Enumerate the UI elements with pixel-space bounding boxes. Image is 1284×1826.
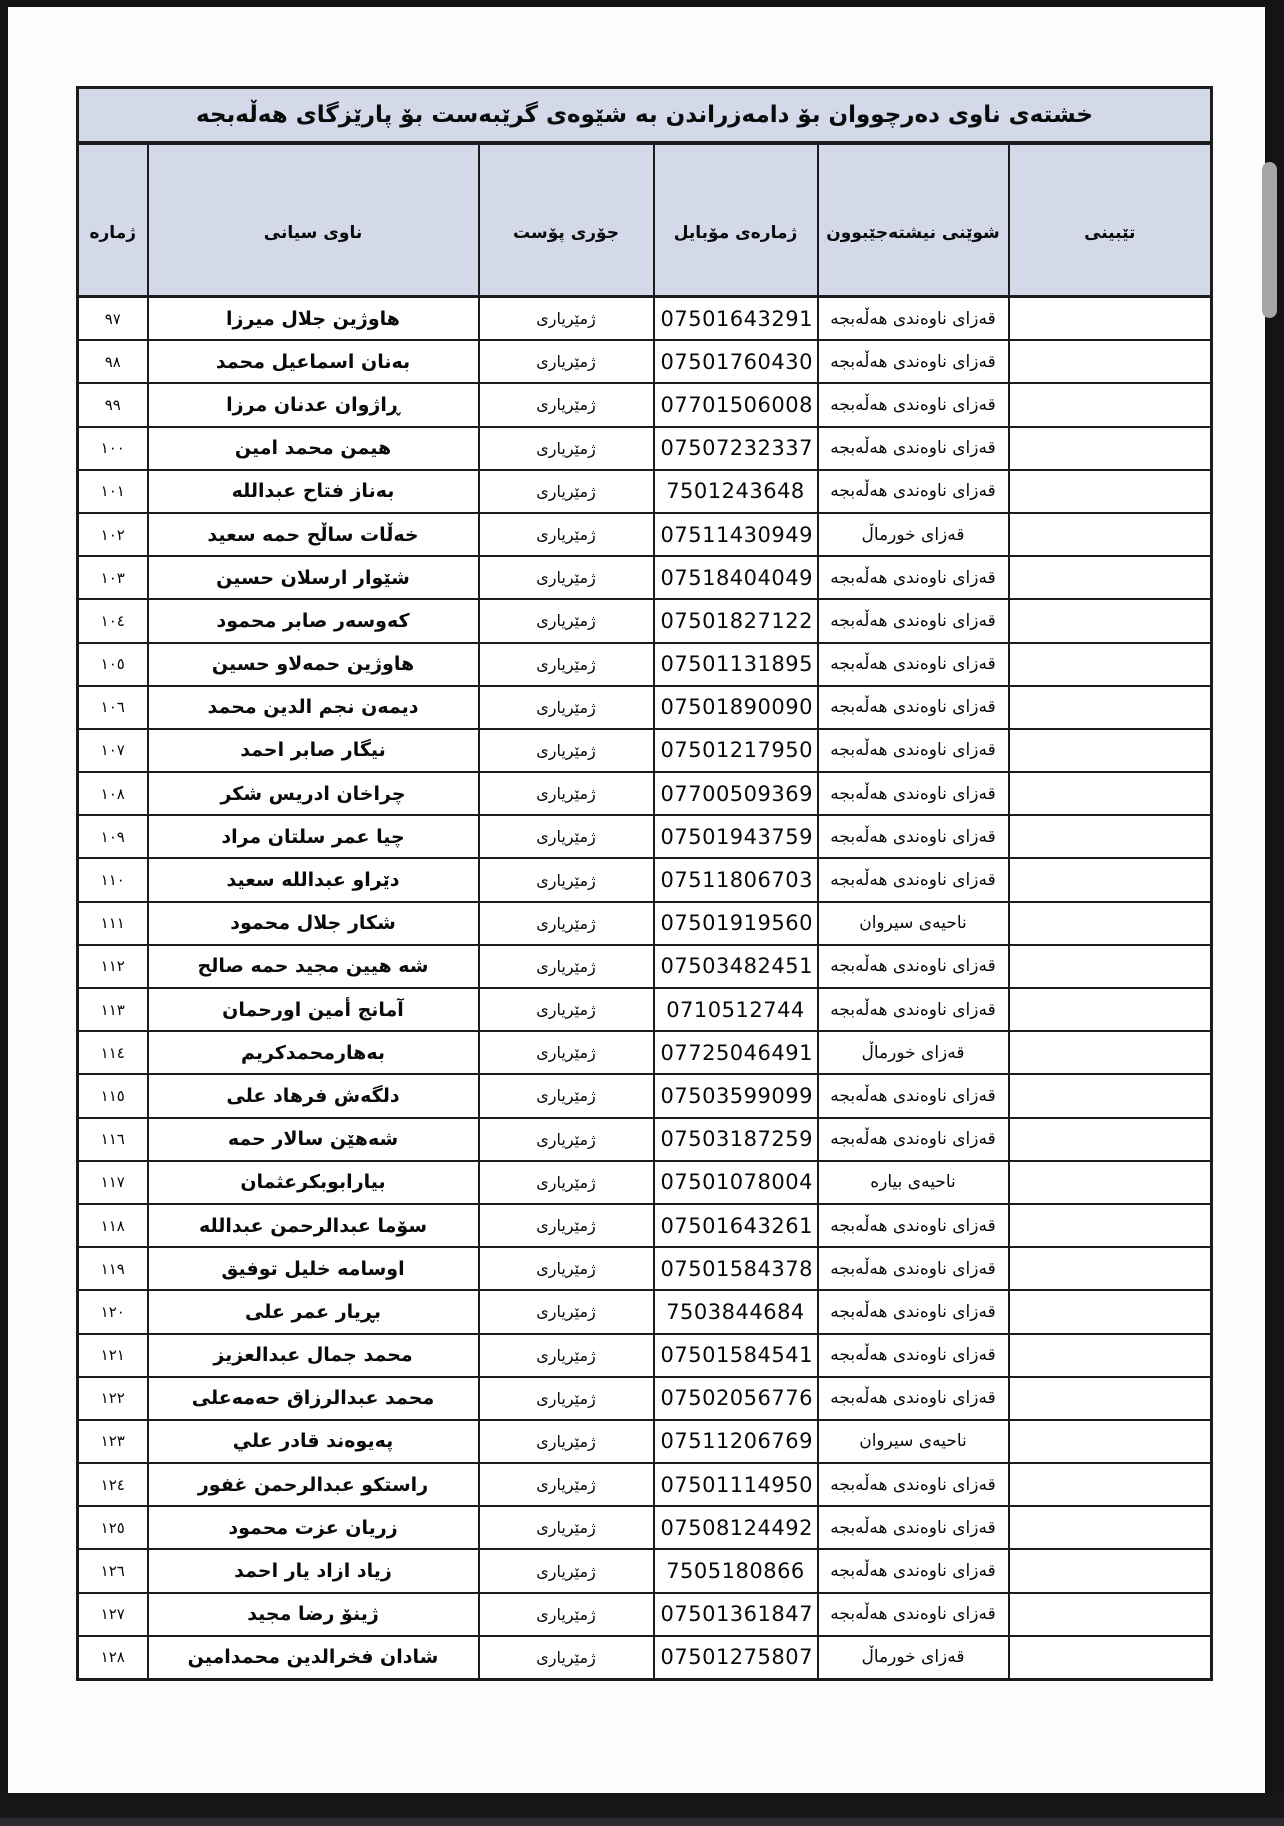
row-number-cell: ١١٠ <box>78 858 148 901</box>
table-row <box>78 599 1212 642</box>
note-cell <box>1009 772 1212 815</box>
note-cell <box>1009 1118 1212 1161</box>
post-type-cell: ژمێریاری <box>479 599 654 642</box>
note-cell <box>1009 340 1212 383</box>
phone-cell: 07503187259 <box>654 1118 818 1161</box>
phone-cell: 07502056776 <box>654 1377 818 1420</box>
name-cell: بڕیار عمر علی <box>148 1290 479 1333</box>
table-header-row <box>78 143 1212 297</box>
note-cell <box>1009 1593 1212 1636</box>
note-cell <box>1009 1204 1212 1247</box>
residence-cell: ناحیەی بیاره <box>818 1161 1009 1204</box>
phone-cell: 07501643291 <box>654 297 818 341</box>
post-type-cell: ژمێریاری <box>479 902 654 945</box>
phone-cell: 07518404049 <box>654 556 818 599</box>
table-row <box>78 556 1212 599</box>
post-type-cell: ژمێریاری <box>479 1290 654 1333</box>
post-type-cell: ژمێریاری <box>479 1334 654 1377</box>
phone-cell: 07501275807 <box>654 1636 818 1680</box>
note-cell <box>1009 1334 1212 1377</box>
column-header-post: جۆری پۆست <box>479 143 654 297</box>
name-cell: ژینۆ رضا مجید <box>148 1593 479 1636</box>
note-cell <box>1009 1463 1212 1506</box>
residence-cell: قەزای ناوەندی هەڵەبجە <box>818 1463 1009 1506</box>
residence-cell: قەزای ناوەندی هەڵەبجە <box>818 1334 1009 1377</box>
post-type-cell: ژمێریاری <box>479 1161 654 1204</box>
phone-cell: 07511806703 <box>654 858 818 901</box>
residence-cell: قەزای ناوەندی هەڵەبجە <box>818 643 1009 686</box>
row-number-cell: ١٠٤ <box>78 599 148 642</box>
phone-cell: 07501584541 <box>654 1334 818 1377</box>
table-row <box>78 1118 1212 1161</box>
post-type-cell: ژمێریاری <box>479 729 654 772</box>
phone-cell: 07501919560 <box>654 902 818 945</box>
phone-cell: 07501943759 <box>654 815 818 858</box>
phone-cell: 07701506008 <box>654 383 818 426</box>
name-cell: محمد جمال عبدالعزیز <box>148 1334 479 1377</box>
post-type-cell: ژمێریاری <box>479 513 654 556</box>
name-cell: شەهێن سالار حمه <box>148 1118 479 1161</box>
table-row <box>78 1290 1212 1333</box>
note-cell <box>1009 1031 1212 1074</box>
column-header-phone: ژمارەی مۆبایل <box>654 143 818 297</box>
residence-cell: قەزای ناوەندی هەڵەبجە <box>818 383 1009 426</box>
residence-cell: قەزای ناوەندی هەڵەبجە <box>818 815 1009 858</box>
post-type-cell: ژمێریاری <box>479 815 654 858</box>
post-type-cell: ژمێریاری <box>479 340 654 383</box>
table-title-row <box>78 88 1212 144</box>
phone-cell: 07501131895 <box>654 643 818 686</box>
table-row <box>78 643 1212 686</box>
row-number-cell: ١١٩ <box>78 1247 148 1290</box>
phone-cell: 07501078004 <box>654 1161 818 1204</box>
table-row <box>78 772 1212 815</box>
phone-cell: 07501361847 <box>654 1593 818 1636</box>
table-row <box>78 470 1212 513</box>
table-row <box>78 1420 1212 1463</box>
name-cell: هاوژین حمەلاو حسین <box>148 643 479 686</box>
post-type-cell: ژمێریاری <box>479 643 654 686</box>
row-number-cell: ٩٨ <box>78 340 148 383</box>
row-number-cell: ١١٣ <box>78 988 148 1031</box>
post-type-cell: ژمێریاری <box>479 858 654 901</box>
table-row <box>78 1334 1212 1377</box>
name-cell: دلگەش فرهاد علی <box>148 1074 479 1117</box>
residence-cell: قەزای ناوەندی هەڵەبجە <box>818 427 1009 470</box>
residence-cell: قەزای خورماڵ <box>818 1031 1009 1074</box>
residence-cell: قەزای ناوەندی هەڵەبجە <box>818 1118 1009 1161</box>
row-number-cell: ١١٢ <box>78 945 148 988</box>
row-number-cell: ١٢٦ <box>78 1549 148 1592</box>
note-cell <box>1009 1290 1212 1333</box>
name-cell: اوسامه خلیل توفیق <box>148 1247 479 1290</box>
row-number-cell: ١١٦ <box>78 1118 148 1161</box>
table-row <box>78 383 1212 426</box>
name-cell: زیاد ازاد یار احمد <box>148 1549 479 1592</box>
phone-cell: 07700509369 <box>654 772 818 815</box>
table-row <box>78 988 1212 1031</box>
name-cell: شادان فخرالدین محمدامین <box>148 1636 479 1680</box>
table-row <box>78 729 1212 772</box>
phone-cell: 07508124492 <box>654 1506 818 1549</box>
table-row <box>78 815 1212 858</box>
post-type-cell: ژمێریاری <box>479 556 654 599</box>
table-row <box>78 1636 1212 1680</box>
table-row <box>78 945 1212 988</box>
residence-cell: قەزای ناوەندی هەڵەبجە <box>818 858 1009 901</box>
table-row <box>78 1377 1212 1420</box>
table-row <box>78 1247 1212 1290</box>
phone-cell: 7505180866 <box>654 1549 818 1592</box>
note-cell <box>1009 427 1212 470</box>
phone-cell: 0710512744 <box>654 988 818 1031</box>
row-number-cell: ١٢٥ <box>78 1506 148 1549</box>
residence-cell: قەزای ناوەندی هەڵەبجە <box>818 297 1009 341</box>
table-body <box>78 297 1212 1680</box>
note-cell <box>1009 470 1212 513</box>
phone-cell: 07507232337 <box>654 427 818 470</box>
name-cell: هاوژین جلال میرزا <box>148 297 479 341</box>
residence-cell: قەزای ناوەندی هەڵەبجە <box>818 1593 1009 1636</box>
note-cell <box>1009 1161 1212 1204</box>
row-number-cell: ١٠٠ <box>78 427 148 470</box>
row-number-cell: ١٢٢ <box>78 1377 148 1420</box>
residence-cell: قەزای ناوەندی هەڵەبجە <box>818 1074 1009 1117</box>
residence-cell: قەزای ناوەندی هەڵەبجە <box>818 556 1009 599</box>
note-cell <box>1009 815 1212 858</box>
note-cell <box>1009 1247 1212 1290</box>
name-cell: پەیوەند قادر علي <box>148 1420 479 1463</box>
name-cell: شکار جلال محمود <box>148 902 479 945</box>
row-number-cell: ٩٧ <box>78 297 148 341</box>
phone-cell: 07503482451 <box>654 945 818 988</box>
note-cell <box>1009 686 1212 729</box>
residence-cell: قەزای ناوەندی هەڵەبجە <box>818 1290 1009 1333</box>
post-type-cell: ژمێریاری <box>479 1463 654 1506</box>
phone-cell: 7503844684 <box>654 1290 818 1333</box>
post-type-cell: ژمێریاری <box>479 1420 654 1463</box>
post-type-cell: ژمێریاری <box>479 1204 654 1247</box>
note-cell <box>1009 383 1212 426</box>
name-cell: بیارابوبکرعثمان <box>148 1161 479 1204</box>
name-cell: دێراو عبدالله سعید <box>148 858 479 901</box>
note-cell <box>1009 599 1212 642</box>
note-cell <box>1009 643 1212 686</box>
name-cell: راستکو عبدالرحمن غفور <box>148 1463 479 1506</box>
row-number-cell: ١٢٨ <box>78 1636 148 1680</box>
post-type-cell: ژمێریاری <box>479 988 654 1031</box>
post-type-cell: ژمێریاری <box>479 1247 654 1290</box>
table-row <box>78 340 1212 383</box>
phone-cell: 07501584378 <box>654 1247 818 1290</box>
post-type-cell: ژمێریاری <box>479 1549 654 1592</box>
table-row <box>78 297 1212 341</box>
residence-cell: ناحیەی سیروان <box>818 902 1009 945</box>
note-cell <box>1009 1420 1212 1463</box>
row-number-cell: ١٢٧ <box>78 1593 148 1636</box>
table-row <box>78 1074 1212 1117</box>
row-number-cell: ١٠١ <box>78 470 148 513</box>
table-row <box>78 1593 1212 1636</box>
column-header-note: تێبینی <box>1009 143 1212 297</box>
note-cell <box>1009 902 1212 945</box>
residence-cell: قەزای ناوەندی هەڵەبجە <box>818 470 1009 513</box>
phone-cell: 07501217950 <box>654 729 818 772</box>
phone-cell: 7501243648 <box>654 470 818 513</box>
post-type-cell: ژمێریاری <box>479 297 654 341</box>
row-number-cell: ١١٤ <box>78 1031 148 1074</box>
name-cell: نیگار صابر احمد <box>148 729 479 772</box>
row-number-cell: ١١١ <box>78 902 148 945</box>
table-row <box>78 1506 1212 1549</box>
row-number-cell: ١٢٣ <box>78 1420 148 1463</box>
row-number-cell: ١٠٨ <box>78 772 148 815</box>
residence-cell: قەزای ناوەندی هەڵەبجە <box>818 729 1009 772</box>
table-row <box>78 1463 1212 1506</box>
column-header-residence: شوێنی نیشتەجێبوون <box>818 143 1009 297</box>
name-cell: شێوار ارسلان حسین <box>148 556 479 599</box>
post-type-cell: ژمێریاری <box>479 427 654 470</box>
row-number-cell: ١١٨ <box>78 1204 148 1247</box>
row-number-cell: ١٠٩ <box>78 815 148 858</box>
phone-cell: 07501827122 <box>654 599 818 642</box>
post-type-cell: ژمێریاری <box>479 1031 654 1074</box>
note-cell <box>1009 945 1212 988</box>
post-type-cell: ژمێریاری <box>479 1074 654 1117</box>
note-cell <box>1009 297 1212 341</box>
phone-cell: 07501643261 <box>654 1204 818 1247</box>
bottom-black-bar <box>0 1793 1284 1818</box>
table-row <box>78 513 1212 556</box>
residence-cell: قەزای ناوەندی هەڵەبجە <box>818 1549 1009 1592</box>
residence-cell: قەزای ناوەندی هەڵەبجە <box>818 1506 1009 1549</box>
table-title: خشتەی ناوی دەرچووان بۆ دامەزراندن بە شێوەی گرێبەست بۆ پارێزگای هەڵەبجە <box>78 88 1212 144</box>
residence-cell: قەزای خورماڵ <box>818 1636 1009 1680</box>
post-type-cell: ژمێریاری <box>479 686 654 729</box>
row-number-cell: ١٠٥ <box>78 643 148 686</box>
note-cell <box>1009 858 1212 901</box>
residence-cell: قەزای ناوەندی هەڵەبجە <box>818 1247 1009 1290</box>
table-row <box>78 1161 1212 1204</box>
post-type-cell: ژمێریاری <box>479 1636 654 1680</box>
document-page <box>8 7 1265 1793</box>
residence-cell: قەزای ناوەندی هەڵەبجە <box>818 988 1009 1031</box>
row-number-cell: ١٢٤ <box>78 1463 148 1506</box>
row-number-cell: ١٠٢ <box>78 513 148 556</box>
scrollbar-thumb[interactable] <box>1262 162 1277 318</box>
residence-cell: قەزای ناوەندی هەڵەبجە <box>818 686 1009 729</box>
residence-cell: قەزای ناوەندی هەڵەبجە <box>818 945 1009 988</box>
residence-cell: قەزای ناوەندی هەڵەبجە <box>818 599 1009 642</box>
name-cell: ڕاژوان عدنان مرزا <box>148 383 479 426</box>
column-header-name: ناوی سیانی <box>148 143 479 297</box>
note-cell <box>1009 513 1212 556</box>
phone-cell: 07501114950 <box>654 1463 818 1506</box>
row-number-cell: ١٢٠ <box>78 1290 148 1333</box>
name-cell: زریان عزت محمود <box>148 1506 479 1549</box>
name-cell: خەڵات ساڵح حمه سعید <box>148 513 479 556</box>
residence-cell: ناحیەی سیروان <box>818 1420 1009 1463</box>
table-row <box>78 1031 1212 1074</box>
post-type-cell: ژمێریاری <box>479 1118 654 1161</box>
table-row <box>78 858 1212 901</box>
name-cell: بەهارمحمدکریم <box>148 1031 479 1074</box>
row-number-cell: ١٠٦ <box>78 686 148 729</box>
note-cell <box>1009 1506 1212 1549</box>
row-number-cell: ١٠٧ <box>78 729 148 772</box>
name-cell: بەناز فتاح عبدالله <box>148 470 479 513</box>
name-cell: چیا عمر سلتان مراد <box>148 815 479 858</box>
column-header-number: ژماره <box>78 143 148 297</box>
note-cell <box>1009 1549 1212 1592</box>
note-cell <box>1009 988 1212 1031</box>
note-cell <box>1009 1074 1212 1117</box>
post-type-cell: ژمێریاری <box>479 945 654 988</box>
note-cell <box>1009 1377 1212 1420</box>
table-row <box>78 902 1212 945</box>
name-cell: آمانج أمین اورحمان <box>148 988 479 1031</box>
phone-cell: 07511430949 <box>654 513 818 556</box>
table-row <box>78 1204 1212 1247</box>
row-number-cell: ١١٧ <box>78 1161 148 1204</box>
name-cell: دیمەن نجم الدین محمد <box>148 686 479 729</box>
note-cell <box>1009 556 1212 599</box>
post-type-cell: ژمێریاری <box>479 1377 654 1420</box>
row-number-cell: ١٢١ <box>78 1334 148 1377</box>
phone-cell: 07501760430 <box>654 340 818 383</box>
residence-cell: قەزای ناوەندی هەڵەبجە <box>818 1204 1009 1247</box>
graduates-roster-table <box>76 86 1213 1681</box>
table-row <box>78 427 1212 470</box>
residence-cell: قەزای ناوەندی هەڵەبجە <box>818 340 1009 383</box>
name-cell: محمد عبدالرزاق حەمەعلی <box>148 1377 479 1420</box>
name-cell: کەوسەر صابر محمود <box>148 599 479 642</box>
residence-cell: قەزای ناوەندی هەڵەبجە <box>818 772 1009 815</box>
name-cell: سۆما عبدالرحمن عبدالله <box>148 1204 479 1247</box>
phone-cell: 07511206769 <box>654 1420 818 1463</box>
name-cell: هیمن محمد امین <box>148 427 479 470</box>
name-cell: بەنان اسماعیل محمد <box>148 340 479 383</box>
post-type-cell: ژمێریاری <box>479 772 654 815</box>
name-cell: شه هیین مجید حمه صالح <box>148 945 479 988</box>
table-row <box>78 1549 1212 1592</box>
phone-cell: 07503599099 <box>654 1074 818 1117</box>
note-cell <box>1009 1636 1212 1680</box>
row-number-cell: ١١٥ <box>78 1074 148 1117</box>
row-number-cell: ١٠٣ <box>78 556 148 599</box>
name-cell: چراخان ادریس شکر <box>148 772 479 815</box>
phone-cell: 07725046491 <box>654 1031 818 1074</box>
table-row <box>78 686 1212 729</box>
post-type-cell: ژمێریاری <box>479 1593 654 1636</box>
note-cell <box>1009 729 1212 772</box>
post-type-cell: ژمێریاری <box>479 383 654 426</box>
residence-cell: قەزای خورماڵ <box>818 513 1009 556</box>
row-number-cell: ٩٩ <box>78 383 148 426</box>
bottom-gray-strip <box>0 1818 1284 1826</box>
post-type-cell: ژمێریاری <box>479 1506 654 1549</box>
phone-cell: 07501890090 <box>654 686 818 729</box>
post-type-cell: ژمێریاری <box>479 470 654 513</box>
residence-cell: قەزای ناوەندی هەڵەبجە <box>818 1377 1009 1420</box>
